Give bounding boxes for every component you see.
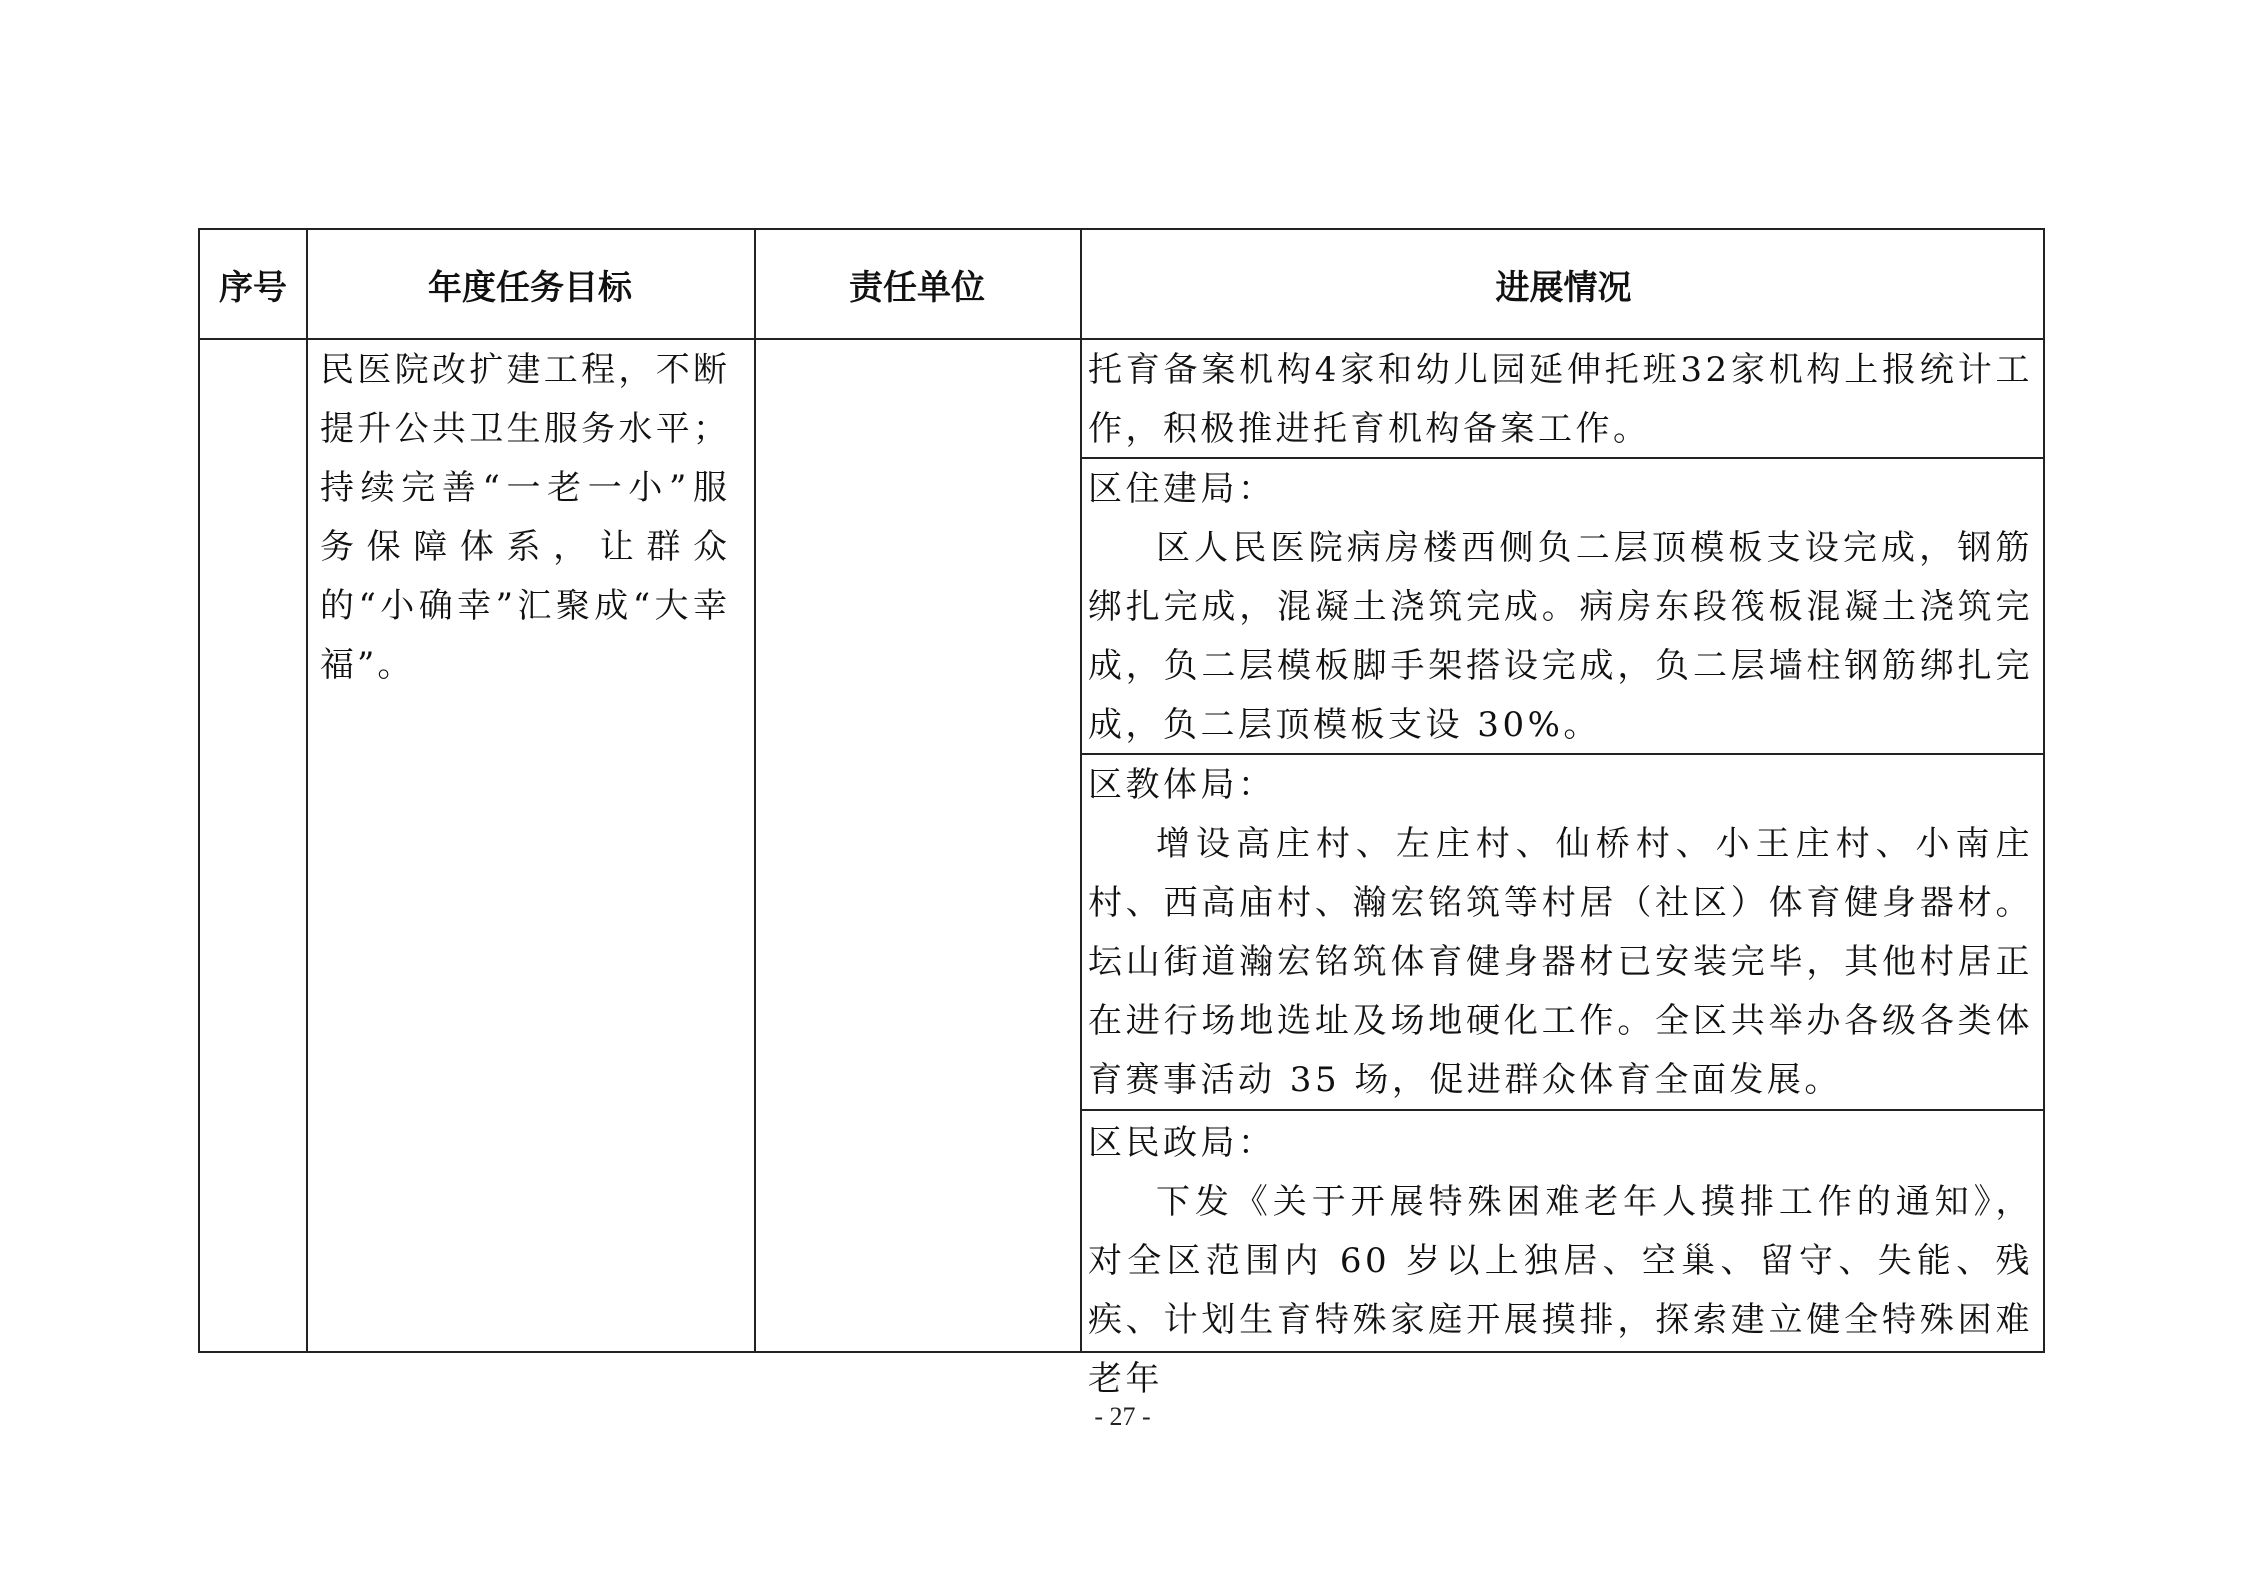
header-unit: 责任单位 (849, 267, 985, 308)
column-divider (306, 230, 308, 1351)
page-number: - 27 - (1094, 1402, 1151, 1431)
progress-unit: 区民政局： (1088, 1123, 1276, 1163)
column-divider (1080, 230, 1082, 1351)
progress-cell (1088, 756, 2033, 1110)
progress-text: 增设高庄村、左庄村、仙桥村、小王庄村、小南庄村、西高庙村、瀚宏铭筑等村居（社区）体育健身器材。坛山街道瀚宏铭筑体育健身器材已安装完毕，其他村居正在进行场地选址及场地硬化工作。全区共举办各级各类体育赛事活动 35 场，促进群众体育全面发展。 (1088, 824, 2033, 1100)
progress-text: 下发《关于开展特殊困难老年人摸排工作的通知》，对全区范围内 60 岁以上独居、空巢、留守、失能、残疾、计划生育特殊家庭开展摸排，探索建立健全特殊困难老年 (1088, 1182, 2033, 1399)
progress-cell (1088, 460, 2033, 755)
column-divider (754, 230, 756, 1351)
progress-unit: 区教体局： (1088, 765, 1276, 805)
header-divider (200, 338, 2043, 340)
progress-unit: 区住建局： (1088, 469, 1276, 509)
goal-text: 民医院改扩建工程，不断提升公共卫生服务水平；持续完善“一老一小”服务保障体系，让群众的“小确幸”汇聚成“大幸福”。 (320, 350, 730, 685)
header-progress: 进展情况 (1495, 267, 1632, 308)
header-goal: 年度任务目标 (428, 267, 632, 308)
progress-text: 区人民医院病房楼西侧负二层顶模板支设完成，钢筋绑扎完成，混凝土浇筑完成。病房东段筏板混凝土浇筑完成，负二层模板脚手架搭设完成，负二层墙柱钢筋绑扎完成，负二层顶模板支设 30%。 (1088, 528, 2033, 745)
progress-text: 托育备案机构4家和幼儿园延伸托班32家机构上报统计工作，积极推进托育机构备案工作。 (1088, 350, 2033, 449)
progress-table (198, 228, 2045, 1399)
header-index: 序号 (219, 267, 287, 308)
progress-cell (1088, 1114, 2033, 1409)
progress-cell (1088, 341, 2033, 459)
